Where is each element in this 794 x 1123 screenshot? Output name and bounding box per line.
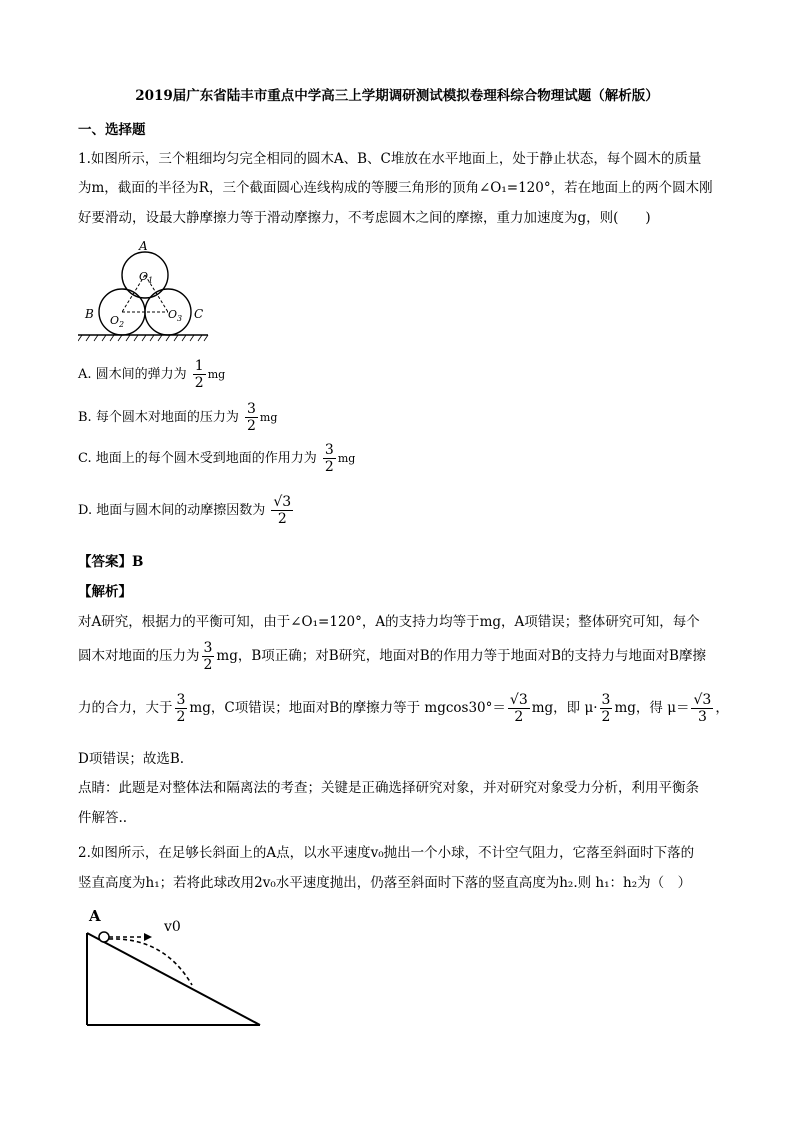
analysis-line-2: 圆木对地面的压力为 $\frac{3}{2}$ mg，B项正确；对B研究，地面对B的作用力等于地面对B的支持力与地面对B摩擦 [78,640,706,673]
analysis-line-5: 点睛：此题是对整体法和隔离法的考查；关键是正确选择研究对象，并对研究对象受力分析，利用平衡条 [78,780,699,796]
q2-figure-incline [80,903,280,1033]
option-a[interactable]: A. 圆木间的弹力为 $\frac{1}{2}$ mg [78,358,226,391]
analysis-heading: 【解析】 [78,584,132,600]
option-d[interactable]: D. 地面与圆木间的动摩擦因数为 $\frac{√3}{2}$ [78,494,292,527]
label-o3-sub: 3 [177,314,183,323]
label-o2-sub: 2 [119,320,125,329]
label-v0: v0 [164,919,181,935]
analysis-line-1: 对A研究，根据力的平衡可知，由于∠O₁=120°，A的支持力均等于mg，A项错误；整体研究可知，每个 [78,614,700,630]
analysis-line-4: D项错误；故选B. [78,751,185,767]
label-b: B [85,307,94,321]
section-heading: 一、选择题 [78,122,146,138]
label-o2: O [110,314,120,327]
q2-line-2: 竖直高度为h₁；若将此球改用2v₀水平速度抛出，仍落至斜面时下落的竖直高度为h₂.则 h₁：h₂为（ ） [78,875,692,891]
label-a: A [89,907,101,925]
label-o1-sub: 1 [148,276,154,285]
q1-line-2: 为m，截面的半径为R，三个截面圆心连线构成的等腰三角形的顶角∠O₁=120°，若在地面上的两个圆木刚 [78,180,713,196]
label-c: C [194,307,204,321]
fraction: $\frac{√3}{2}$ [273,494,292,527]
option-b[interactable]: B. 每个圆木对地面的压力为 $\frac{3}{2}$ mg [78,401,278,434]
option-c[interactable]: C. 地面上的每个圆木受到地面的作用力为 $\frac{3}{2}$ mg [78,442,356,475]
answer: 【答案】B [78,554,144,570]
label-a: A [139,239,148,253]
label-o1: O [139,270,149,283]
analysis-line-3: 力的合力，大于 $\frac{3}{2}$ mg，C项错误；地面对B的摩擦力等于 mgcos30°＝ $\frac{√3}{2}$ mg，即 μ· $\frac{3}{2}$ mg，得 μ＝ $\frac{√3}{3}$ ， [78,692,729,725]
fraction: $\frac{3}{2}$ [324,442,334,475]
q1-line-3: 好要滑动，设最大静摩擦力等于滑动摩擦力，不考虑圆木之间的摩擦，重力加速度为g，则( ) [78,210,651,226]
q1-line-1: 1.如图所示，三个粗细均匀完全相同的圆木A、B、C堆放在水平地面上，处于静止状态，每个圆木的质量 [78,151,702,167]
label-o3: O [168,308,178,321]
q2-line-1: 2.如图所示，在足够长斜面上的A点，以水平速度v₀抛出一个小球，不计空气阻力，它落至斜面时下落的 [78,845,695,861]
page-title: 2019届广东省陆丰市重点中学高三上学期调研测试模拟卷理科综合物理试题（解析版） [135,88,659,104]
q1-figure-logs [78,238,218,348]
fraction: $\frac{1}{2}$ [194,358,204,391]
fraction: $\frac{3}{2}$ [246,401,256,434]
analysis-line-6: 件解答.. [78,810,128,826]
